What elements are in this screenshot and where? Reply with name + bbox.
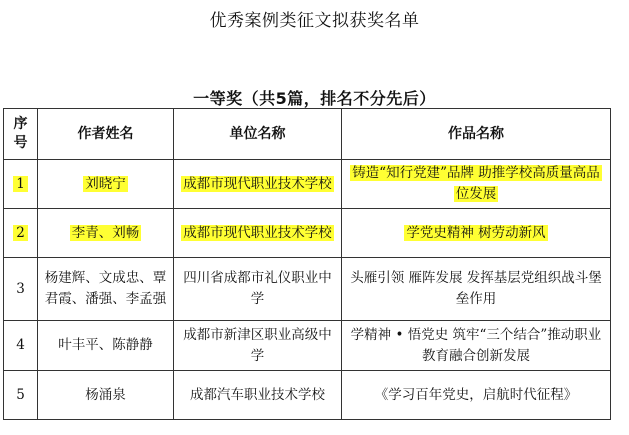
table-row [4, 209, 611, 258]
header-author: 作者姓名 [38, 109, 174, 160]
author-value: 刘晓宁 [85, 175, 126, 192]
author-cell [38, 209, 174, 258]
page-title: 优秀案例类征文拟获奖名单 [209, 11, 420, 31]
work-cell [342, 209, 611, 258]
work-value: 学党史精神 树劳动新风 [406, 224, 546, 241]
unit-cell [174, 209, 342, 258]
unit-value: 成都市现代职业技术学校 [183, 224, 332, 241]
header-unit: 单位名称 [174, 109, 342, 160]
table-header-row [4, 109, 611, 160]
award-table [3, 108, 611, 420]
table-row [4, 160, 611, 209]
header-seq-line1: 序 [13, 116, 28, 132]
seq-value: 2 [13, 225, 28, 241]
seq-cell [4, 160, 38, 209]
author-value: 李青、刘畅 [71, 224, 140, 241]
seq-cell: 4 [4, 321, 38, 371]
author-cell: 杨建辉、文成忠、覃君霞、潘强、李孟强 [38, 258, 174, 321]
author-cell: 叶丰平、陈静静 [38, 321, 174, 371]
unit-value: 成都市现代职业技术学校 [183, 175, 332, 192]
unit-cell: 成都汽车职业技术学校 [174, 371, 342, 420]
table-row [4, 258, 611, 321]
section-title: 一等奖（共5篇，排名不分先后） [193, 89, 436, 108]
work-value: 铸造“知行党建”品牌 助推学校高质量高品位发展 [352, 165, 600, 202]
seq-cell: 5 [4, 371, 38, 420]
work-cell: 学精神 • 悟党史 筑牢“三个结合”推动职业教育融合创新发展 [342, 321, 611, 371]
author-cell: 杨涌泉 [38, 371, 174, 420]
table-row [4, 321, 611, 371]
header-seq-line2: 号 [13, 135, 28, 151]
header-work: 作品名称 [342, 109, 611, 160]
unit-cell: 成都市新津区职业高级中学 [174, 321, 342, 371]
work-cell [342, 160, 611, 209]
work-cell: 头雁引领 雁阵发展 发挥基层党组织战斗堡垒作用 [342, 258, 611, 321]
unit-cell [174, 160, 342, 209]
header-seq [4, 109, 38, 160]
table-row [4, 371, 611, 420]
seq-value: 1 [13, 176, 28, 192]
work-cell: 《学习百年党史，启航时代征程》 [342, 371, 611, 420]
seq-cell: 3 [4, 258, 38, 321]
seq-cell [4, 209, 38, 258]
unit-cell: 四川省成都市礼仪职业中学 [174, 258, 342, 321]
author-cell [38, 160, 174, 209]
